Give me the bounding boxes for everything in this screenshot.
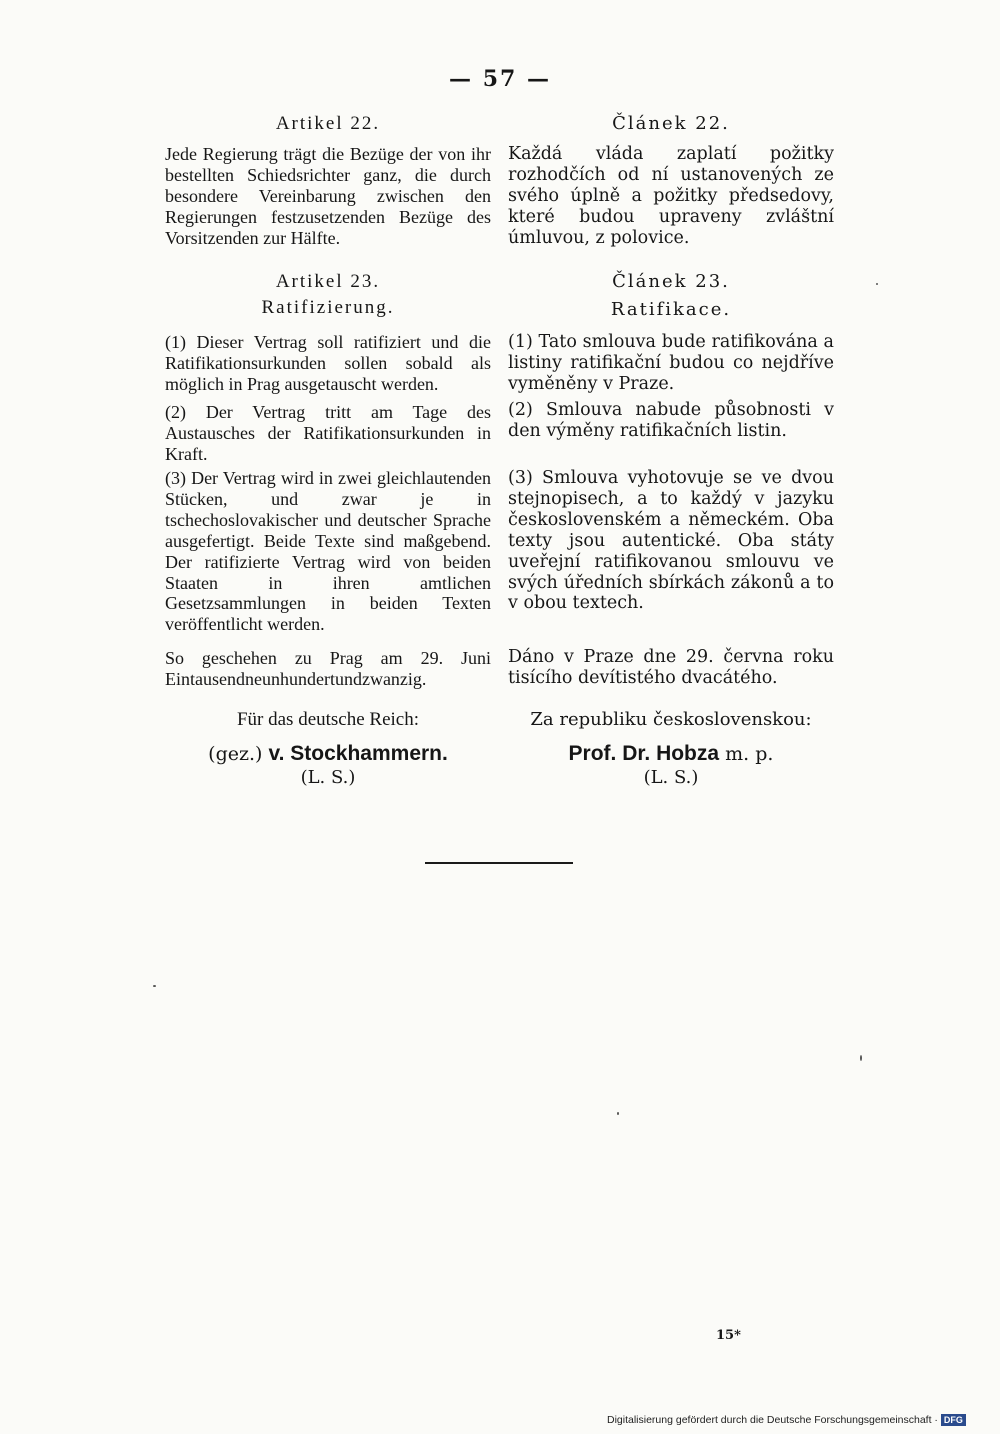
czech-article-23-para-2: (2) Smlouva nabude působnosti v den výměny ratifikačních listin. — [508, 400, 834, 441]
czech-article-23-subheading: Ratifikace. — [610, 299, 732, 320]
czech-article-23-para-3: (3) Smlouva vyhotovuje se ve dvou stejnopisech, a to každý v jazyku československém a německém. Oba texty jsou autentické. Oba státy uveřejní ratifikovanou smlouvu ve svých úředních sbírkách zákonů a to v obou textech. — [508, 468, 834, 614]
german-article-22-text: Jede Regierung trägt die Bezüge der von ihr bestellten Schiedsrichter ganz, die durch besondere Vereinbarung zwischen den Regierungen festzusetzenden Bezüge des Vorsitzenden zur Hälfte. — [165, 144, 491, 248]
german-signatory-name: v. Stockhammern. — [268, 742, 448, 765]
czech-signatory-name: Prof. Dr. Hobza — [568, 742, 720, 765]
german-article-23-para-2: (2) Der Vertrag tritt am Tage des Austausches der Ratifikationsurkunden in Kraft. — [165, 402, 491, 464]
german-article-23-heading: Artikel 23. — [275, 271, 381, 292]
german-signatory-org: Für das deutsche Reich: — [236, 709, 420, 730]
page-number: — 57 — — [449, 66, 551, 92]
scan-speck — [876, 283, 878, 285]
scan-speck — [153, 985, 156, 987]
digitization-footer — [607, 1414, 966, 1426]
czech-article-23-heading: Článek 23. — [612, 271, 730, 292]
german-article-23-para-3: (3) Der Vertrag wird in zwei gleichlautenden Stücken, und zwar je in tschechoslovakischer und deutscher Sprache ausgefertigt. Beide Texte sind maßgebend. Der ratifizierte Vertrag wird von beiden Staaten in ihren amtlichen Gesetzsammlungen in beiden Texten veröffentlicht werden. — [165, 468, 491, 635]
german-article-22-heading: Artikel 22. — [275, 113, 381, 134]
czech-article-22-heading: Článek 22. — [612, 113, 730, 134]
dfg-logo: DFG — [941, 1414, 966, 1426]
scan-speck — [617, 1112, 619, 1115]
sheet-mark: 15* — [716, 1328, 741, 1343]
closing-rule — [425, 862, 573, 864]
german-closing: So geschehen zu Prag am 29. Juni Eintausendneunhundertundzwanzig. — [165, 648, 491, 689]
czech-signature-line — [508, 742, 834, 766]
german-signature-line — [165, 742, 491, 766]
czech-article-23-para-1: (1) Tato smlouva bude ratifikována a listiny ratifikační budou co nejdříve vyměněny v Praze. — [508, 332, 834, 394]
footer-text: Digitalisierung gefördert durch die Deutsche Forschungsgemeinschaft · — [607, 1414, 938, 1426]
scan-speck — [860, 1055, 862, 1061]
czech-signature-suffix: m. p. — [725, 743, 774, 765]
czech-closing: Dáno v Praze dne 29. června roku tisícího devítistého dvacátého. — [508, 647, 834, 688]
german-signature-prefix: (gez.) — [208, 743, 263, 765]
czech-seal: (L. S.) — [643, 767, 699, 788]
german-seal: (L. S.) — [300, 767, 356, 788]
german-article-23-subheading: Ratifizierung. — [261, 297, 395, 318]
czech-signatory-org: Za republiku československou: — [530, 709, 812, 730]
czech-article-22-text: Každá vláda zaplatí požitky rozhodčích od ní ustanovených ze svého úplně a požitky předsedovy, které budou upraveny zvláštní úmluvou, z polovice. — [508, 144, 834, 248]
german-article-23-para-1: (1) Dieser Vertrag soll ratifiziert und die Ratifikationsurkunden sollen sobald als möglich in Prag ausgetauscht werden. — [165, 332, 491, 394]
